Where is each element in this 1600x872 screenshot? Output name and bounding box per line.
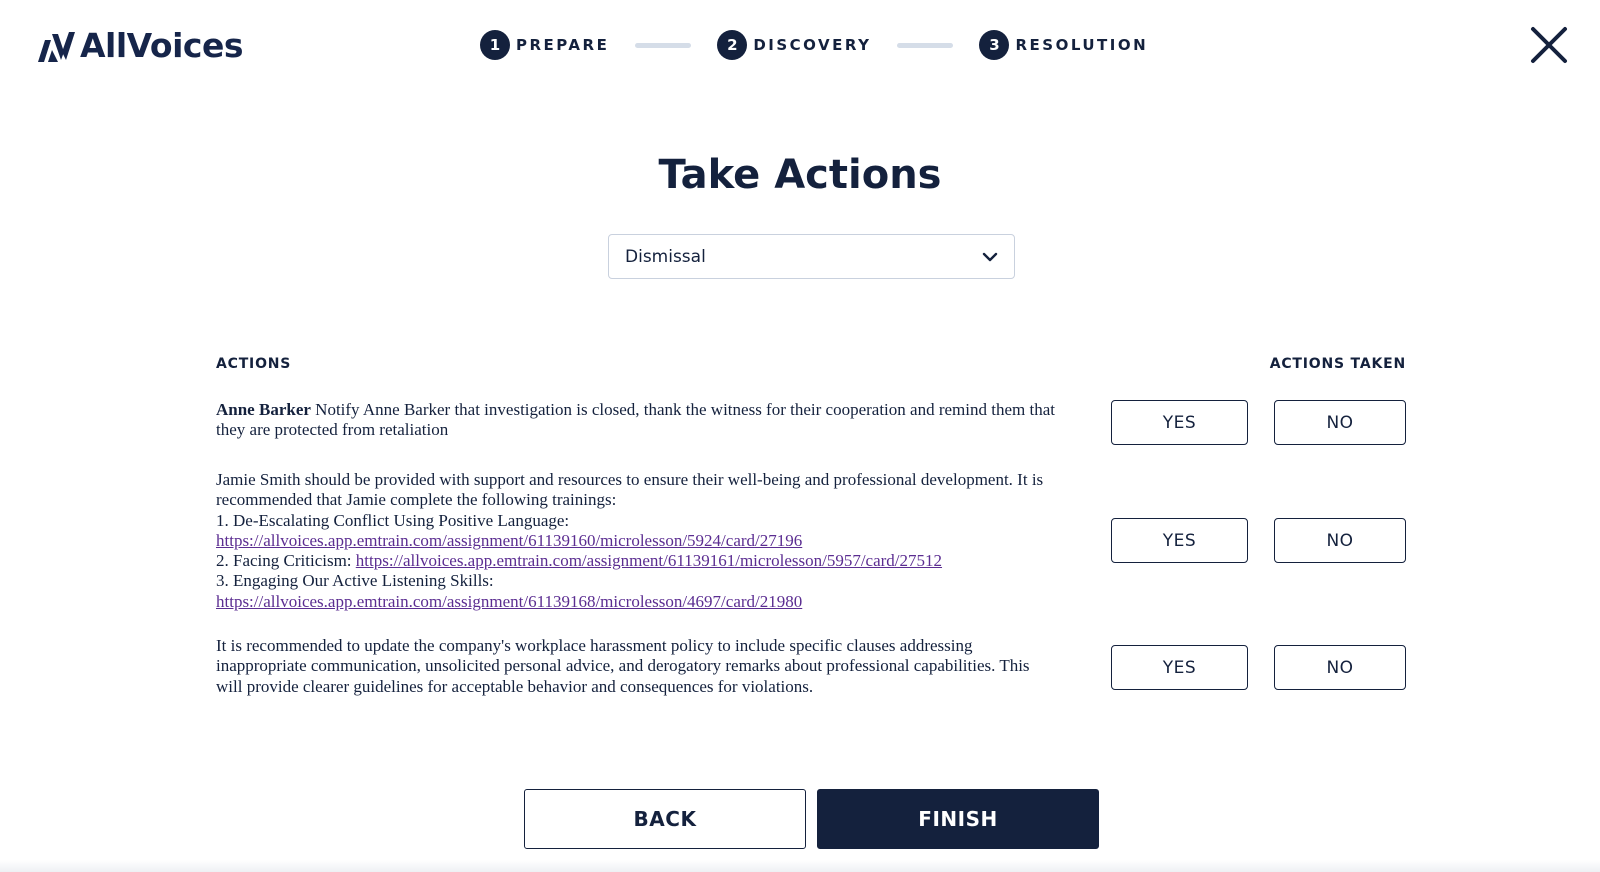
training-item-label: 1. De-Escalating Conflict Using Positive Language:: [216, 510, 570, 530]
training-link[interactable]: https://allvoices.app.emtrain.com/assignment/61139161/microlesson/5957/card/27512: [355, 551, 943, 571]
step-label: PREPARE: [516, 36, 610, 54]
bottom-shadow: [0, 860, 1600, 872]
no-button[interactable]: NO: [1274, 400, 1406, 445]
action-row: [216, 400, 1406, 441]
step-resolution: [979, 30, 1148, 60]
training-link[interactable]: https://allvoices.app.emtrain.com/assignment/61139168/microlesson/4697/card/21980: [216, 591, 803, 611]
no-button[interactable]: NO: [1274, 645, 1406, 690]
action-taken-options: [1111, 400, 1406, 445]
action-description: [216, 400, 1056, 441]
training-item-label: 3. Engaging Our Active Listening Skills:: [216, 571, 494, 591]
step-number: 3: [979, 30, 1009, 60]
action-text: Notify Anne Barker that investigation is closed, thank the witness for their cooperation and remind them that they are protected from retaliation: [216, 400, 1055, 440]
step-label: RESOLUTION: [1015, 36, 1149, 54]
back-button[interactable]: BACK: [524, 789, 806, 849]
step-prepare: [480, 30, 609, 60]
step-label: DISCOVERY: [753, 36, 872, 54]
yes-button[interactable]: YES: [1111, 518, 1248, 563]
chevron-down-icon: [982, 252, 998, 262]
training-item-label: 2. Facing Criticism:: [216, 551, 356, 571]
action-taken-options: [1111, 518, 1406, 563]
yes-button[interactable]: YES: [1111, 400, 1248, 445]
progress-stepper: [480, 30, 1148, 60]
step-connector: [897, 43, 953, 48]
actions-column-header: ACTIONS: [216, 356, 292, 372]
action-text: It is recommended to update the company's workplace harassment policy to include specific clauses addressing inappropriate communication, unsolicited personal advice, and derogatory remarks about professional capabilities. This will provide clearer guidelines for acceptable behavior and consequences for violations.: [216, 636, 1030, 696]
step-number: 2: [717, 30, 747, 60]
close-icon: [1530, 26, 1568, 64]
page-title: Take Actions: [658, 152, 942, 198]
action-row: [216, 470, 1406, 612]
action-row: [216, 636, 1406, 697]
allvoices-logo-mark: [38, 30, 76, 62]
select-value: Dismissal: [625, 246, 706, 267]
actions-taken-column-header: ACTIONS TAKEN: [1269, 356, 1406, 372]
action-text: Jamie Smith should be provided with support and resources to ensure their well-being and professional development. It is recommended that Jamie complete the following trainings:: [216, 470, 1044, 510]
action-description: [216, 470, 1056, 612]
action-taken-options: [1111, 645, 1406, 690]
action-person-name: Anne Barker: [216, 400, 311, 419]
yes-button[interactable]: YES: [1111, 645, 1248, 690]
close-button[interactable]: [1530, 26, 1568, 64]
step-number: 1: [480, 30, 510, 60]
step-discovery: [717, 30, 871, 60]
no-button[interactable]: NO: [1274, 518, 1406, 563]
step-connector: [635, 43, 691, 48]
finish-button[interactable]: FINISH: [817, 789, 1099, 849]
action-description: [216, 636, 1056, 697]
resolution-type-select[interactable]: [608, 234, 1015, 279]
allvoices-logo[interactable]: [38, 26, 243, 65]
training-link[interactable]: https://allvoices.app.emtrain.com/assignment/61139160/microlesson/5924/card/27196: [216, 530, 803, 550]
logo-text: AllVoices: [80, 26, 243, 65]
